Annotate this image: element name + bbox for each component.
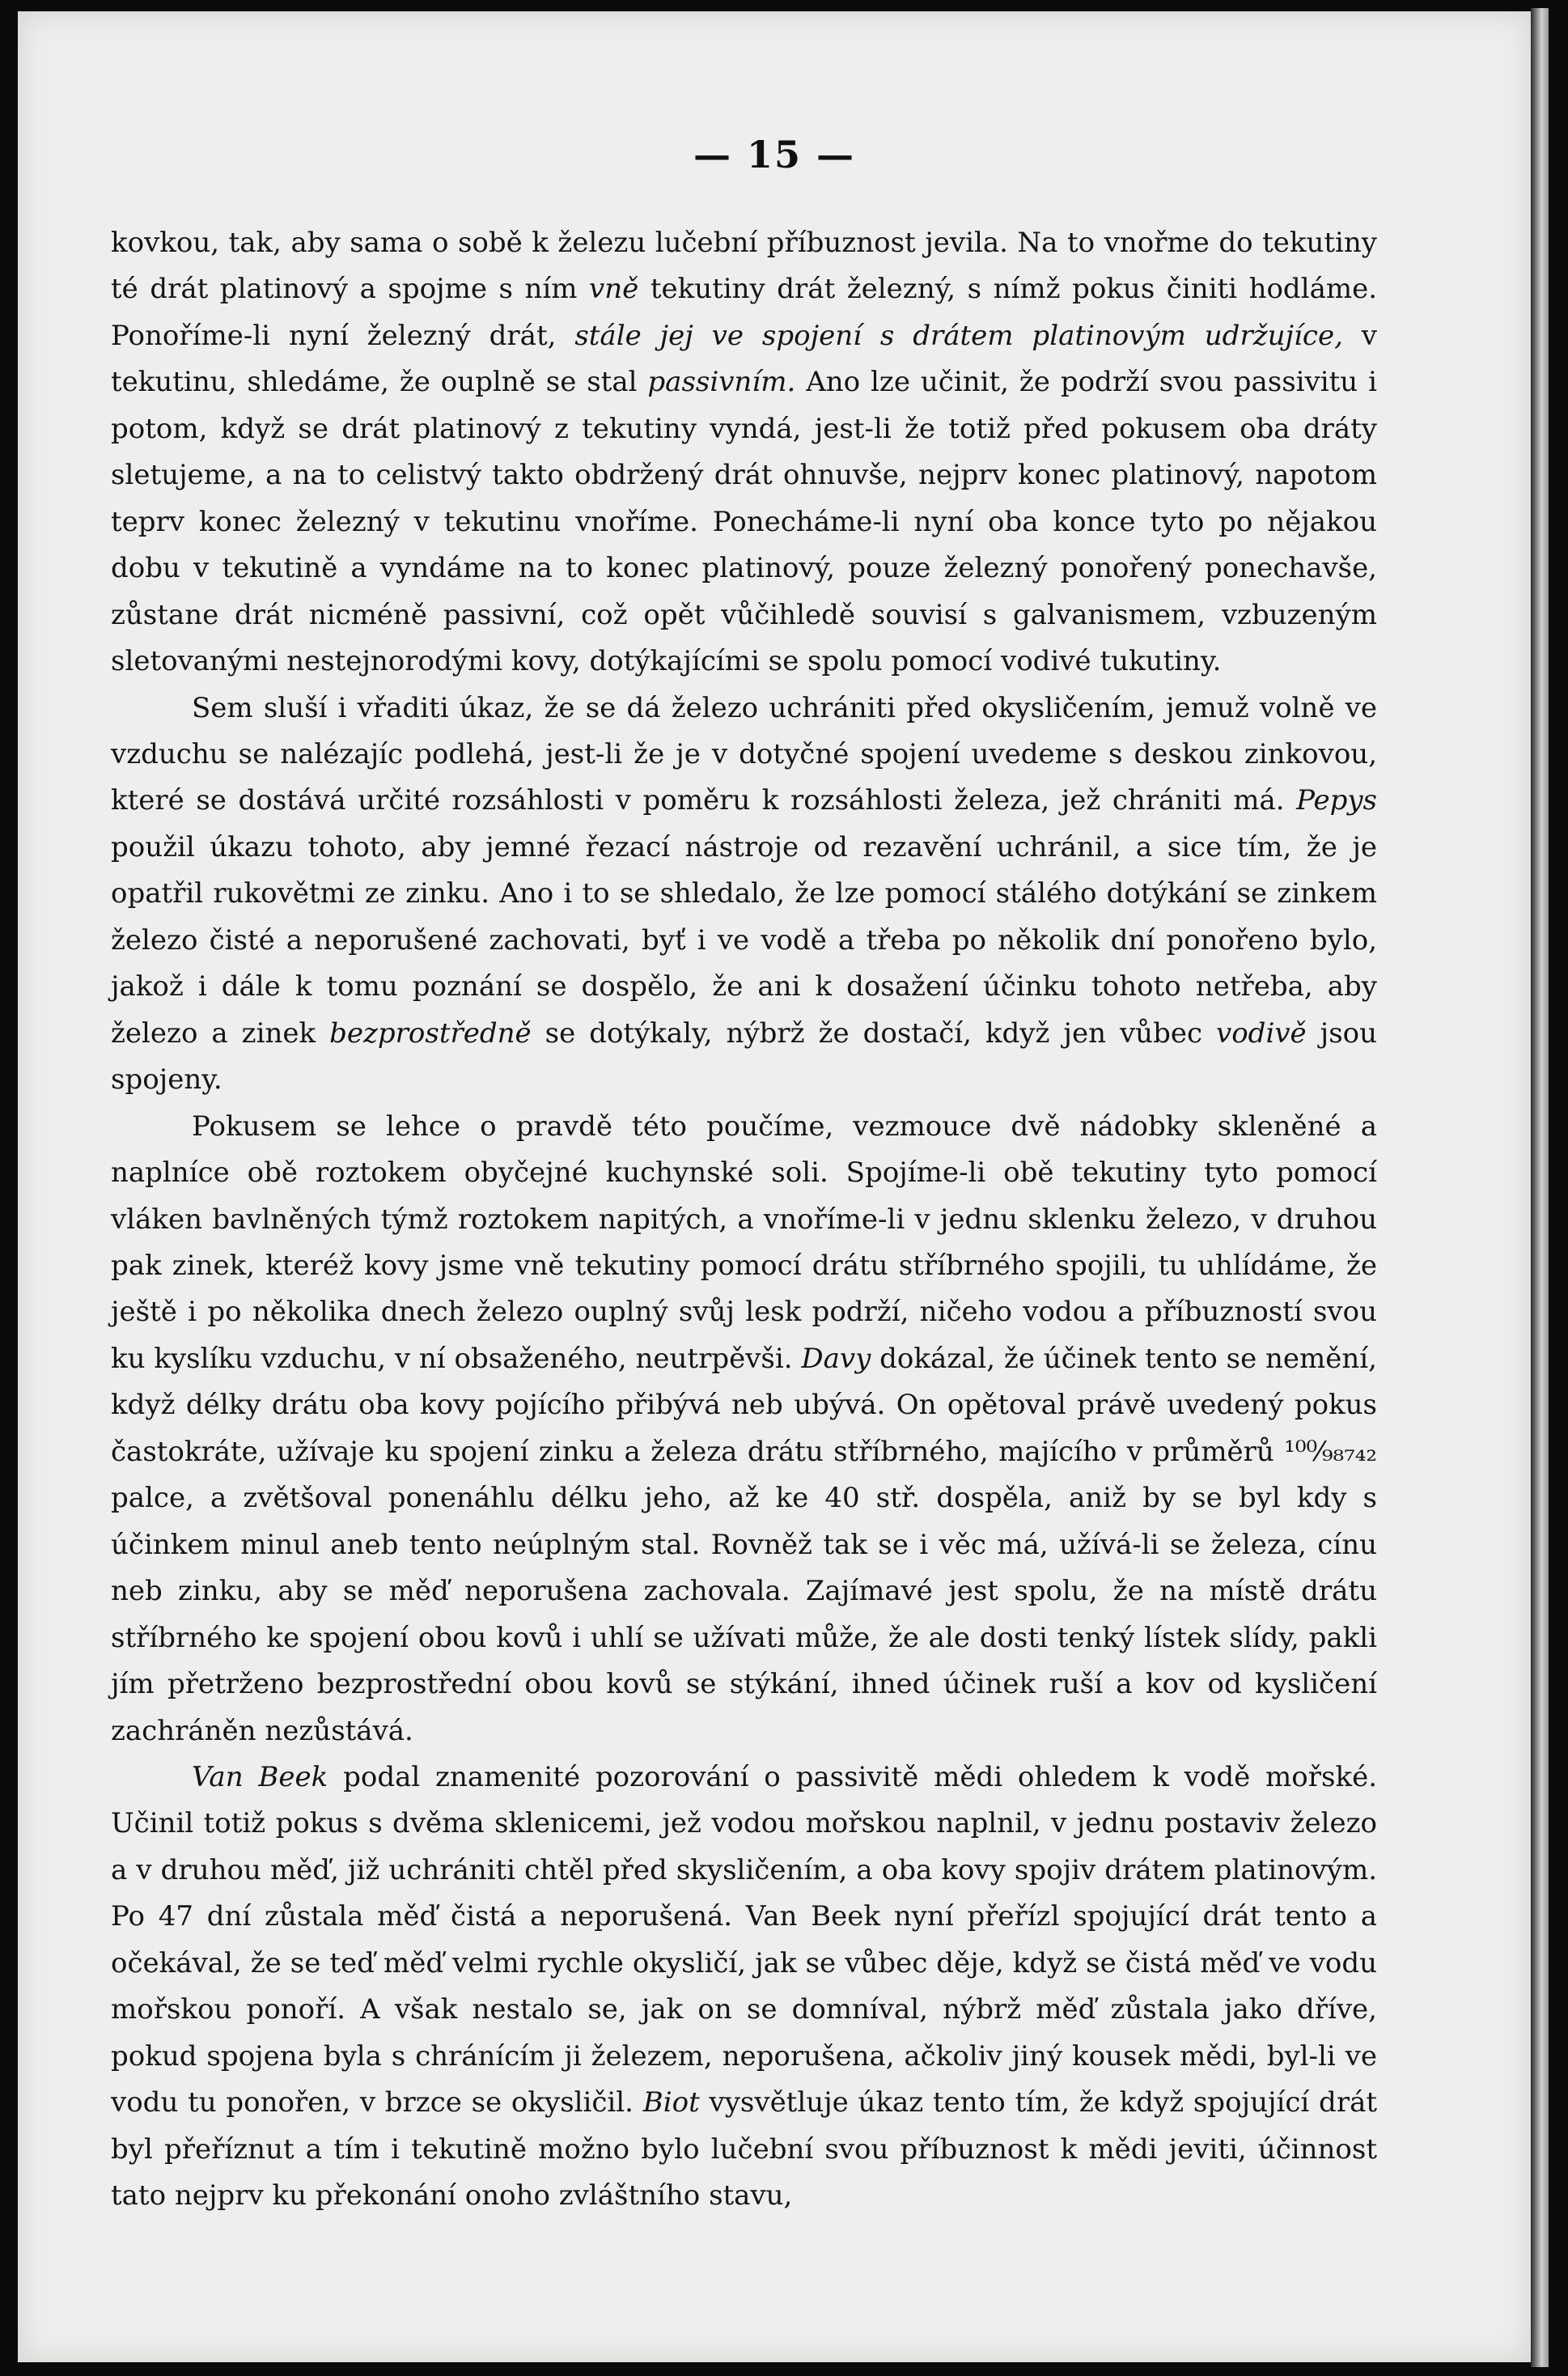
- text-span: v tekutinu, shledáme, že ouplně se stal: [111, 319, 1378, 399]
- emphasis-text: Van Beek: [192, 1760, 328, 1793]
- text-span: podal znamenité pozorování o passivitě mědi ohledem k vodě mořské. Učinil totiž pokus s dvěma sklenicemi, jež vodou mořskou naplnil, v jednu postaviv železo a v druhou měď, již uchrániti chtěl před skysličením, a oba kovy spojiv drátem platinovým. Po 47 dní zůstala měď čistá a neporušená. Van Beek nyní přeřízl spojující drát tento a očekával, že se teď měď velmi rychle okysličí, jak se vůbec děje, když se čistá měď ve vodu mořskou ponoří. A však nestalo se, jak on se domníval, nýbrž měď zůstala jako dříve, pokud spojena byla s chránícím ji železem, neporušena, ačkoliv jiný kousek mědi, byl-li ve vodu tu ponořen, v brzce se okysličil.: [111, 1760, 1377, 2119]
- paragraph: [111, 685, 1377, 1104]
- emphasis-text: bezprostředně: [329, 1016, 532, 1050]
- text-span: kovkou, tak, aby sama o sobě k železu lučební příbuznost jevila. Na to vnořme do tekutiny té drát platinový a spojme s ním: [111, 227, 1377, 306]
- emphasis-text: Davy: [801, 1342, 871, 1375]
- text-span: Pokusem se lehce o pravdě této poučíme, vezmouce dvě nádobky skleněné a naplníce obě roztokem obyčejné kuchynské soli. Spojíme-li obě tekutiny tyto pomocí vláken bavlněných týmž roztokem napitých, a vnoříme-li v jednu sklenku železo, v druhou pak zinek, kteréž kovy jsme vně tekutiny pomocí drátu stříbrného spojili, tu uhlídáme, že ještě i po několika dnech železo ouplný svůj lesk podrží, ničeho vodou a příbuzností svou ku kyslíku vzduchu, v ní obsaženého, neutrpěvši.: [111, 1110, 1377, 1375]
- emphasis-text: vně: [589, 273, 639, 306]
- text-span: Ano lze učinit, že podrží svou passivitu i potom, když se drát platinový z tekutiny vyndá, jest-li že totiž před pokusem oba dráty sletujeme, a na to celistvý takto obdržený drát ohnuvše, nejprv konec platinový, napotom teprv konec železný v tekutinu vnoříme. Ponecháme-li nyní oba konce tyto po nějakou dobu v tekutině a vyndáme na to konec platinový, pouze železný ponořený ponechavše, zůstane drát nicméně passivní, což opět vůčihledě souvisí s galvanismem, vzbuzeným sletovanými nestejnorodými kovy, dotýkajícími se spolu pomocí vodivé tukutiny.: [111, 366, 1377, 678]
- emphasis-text: vodivě: [1216, 1016, 1307, 1050]
- text-span: jsou spojeny.: [111, 1016, 1378, 1097]
- paragraph: [111, 220, 1377, 685]
- text-span: použil úkazu tohoto, aby jemné řezací nástroje od rezavění uchránil, a sice tím, že je opatřil rukovětmi ze zinku. Ano i to se shledalo, že lze pomocí stálého dotýkání se zinkem železo čisté a neporušené zachovati, byť i ve vodě a třeba po několik dní ponořeno bylo, jakož i dále k tomu poznání se dospělo, že ani k dosažení účinku tohoto netřeba, aby železo a zinek: [111, 830, 1377, 1050]
- paragraph: [111, 1754, 1377, 2220]
- page-number: — 15 —: [693, 133, 856, 176]
- emphasis-text: Biot: [642, 2086, 700, 2119]
- page-edge: [1531, 8, 1549, 2367]
- emphasis-text: Pepys: [1296, 784, 1377, 817]
- paragraph: [111, 1104, 1377, 1754]
- body-text: [111, 220, 1377, 2219]
- text-span: dokázal, že účinek tento se nemění, když délky drátu oba kovy pojícího přibývá neb ubývá. On opětoval právě uvedený pokus častokráte, užívaje ku spojení zinku a železa drátu stříbrného, majícího v průměrů ¹⁰⁰⁄₉₈₇₄₂ palce, a zvětšoval ponenáhlu délku jeho, až ke 40 stř. dospěla, aniž by se byl kdy s účinkem minul aneb tento neúplným stal. Rovněž tak se i věc má, užívá-li se železa, cínu neb zinku, aby se měď neporušena zachovala. Zajímavé jest spolu, že na místě drátu stříbrného ke spojení obou kovů i uhlí se užívati může, že ale dosti tenký lístek slídy, pakli jím přetrženo bezprostřední obou kovů se stýkání, ihned účinek ruší a kov od kysličení zachráněn nezůstává.: [111, 1342, 1377, 1747]
- book-page: [18, 11, 1531, 2362]
- text-span: Sem sluší i vřaditi úkaz, že se dá železo uchrániti před okysličením, jemuž volně ve vzduchu se nalézajíc podlehá, jest-li že je v dotyčné spojení uvedeme s deskou zinkovou, které se dostává určité rozsáhlosti v poměru k rozsáhlosti železa, jež chrániti má.: [111, 691, 1377, 817]
- emphasis-text: stále jej ve spojení s drátem platinovým udržujíce,: [574, 319, 1343, 352]
- text-span: tekutiny drát železný, s nímž pokus činiti hodláme. Ponoříme-li nyní železný drát,: [111, 273, 1378, 352]
- text-span: vysvětluje úkaz tento tím, že když spojující drát byl přeříznut a tím i tekutině možno bylo lučební svou příbuznost k mědi jeviti, účinnost tato nejprv ku překonání onoho zvláštního stavu,: [111, 2086, 1378, 2213]
- text-span: se dotýkaly, nýbrž že dostačí, když jen vůbec: [531, 1016, 1216, 1050]
- emphasis-text: passivním.: [647, 366, 796, 399]
